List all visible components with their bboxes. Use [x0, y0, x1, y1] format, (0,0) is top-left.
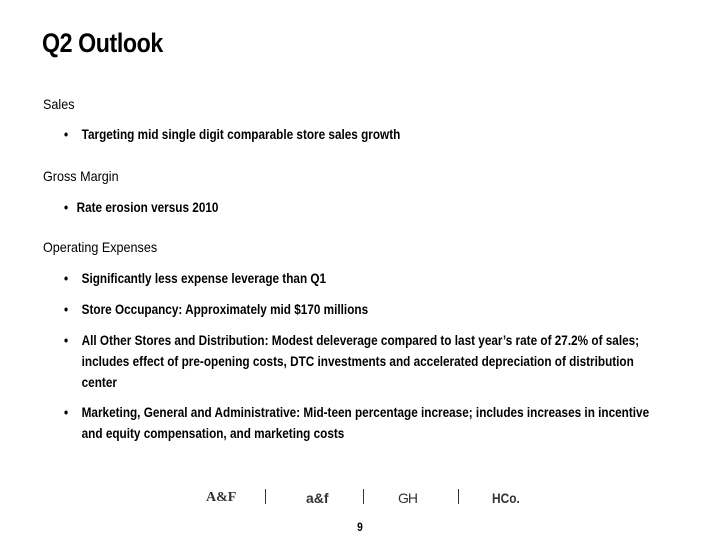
brand-divider	[363, 489, 364, 504]
bullet-item	[64, 124, 450, 145]
bullet-icon: •	[64, 199, 69, 215]
bullet-icon: •	[64, 404, 69, 420]
bullet-text: Store Occupancy: Approximately mid $170 millions	[81, 301, 369, 317]
brand-logo-gh: GH	[398, 490, 417, 506]
brand-logo-af: A&F	[206, 490, 237, 505]
bullet-text: Significantly less expense leverage than Q1	[81, 270, 327, 286]
bullet-icon: •	[64, 332, 69, 348]
section-heading-sales: Sales	[43, 96, 75, 112]
bullet-item	[64, 197, 316, 218]
bullet-text: Rate erosion versus 2010	[76, 199, 219, 215]
section-heading-gross-margin: Gross Margin	[43, 168, 119, 184]
brand-logo-hco: HCo.	[492, 490, 520, 506]
bullet-item	[64, 402, 665, 444]
footer-brand-bar	[0, 487, 720, 511]
bullet-text: Targeting mid single digit comparable store sales growth	[81, 126, 401, 142]
bullet-icon: •	[64, 126, 69, 142]
bullet-item	[64, 330, 656, 393]
brand-divider	[458, 489, 459, 504]
page-number: 9	[357, 520, 363, 534]
bullet-icon: •	[64, 301, 69, 317]
slide-title: Q2 Outlook	[42, 28, 163, 58]
brand-divider	[265, 489, 266, 504]
bullet-icon: •	[64, 270, 69, 286]
bullet-item	[64, 299, 450, 320]
section-heading-operating-expenses: Operating Expenses	[43, 239, 158, 255]
brand-logo-abbr: a&f	[306, 490, 329, 506]
bullet-text: Marketing, General and Administrative: Mid-teen percentage increase; includes increases in incentive and equity compensation, and marketing costs	[81, 404, 650, 441]
bullet-text: All Other Stores and Distribution: Modest deleverage compared to last year’s rate of 27.2% of sales; includes effect of pre-opening costs, DTC investments and accelerated depreciation of distribution center	[81, 332, 640, 390]
bullet-item	[64, 268, 450, 289]
